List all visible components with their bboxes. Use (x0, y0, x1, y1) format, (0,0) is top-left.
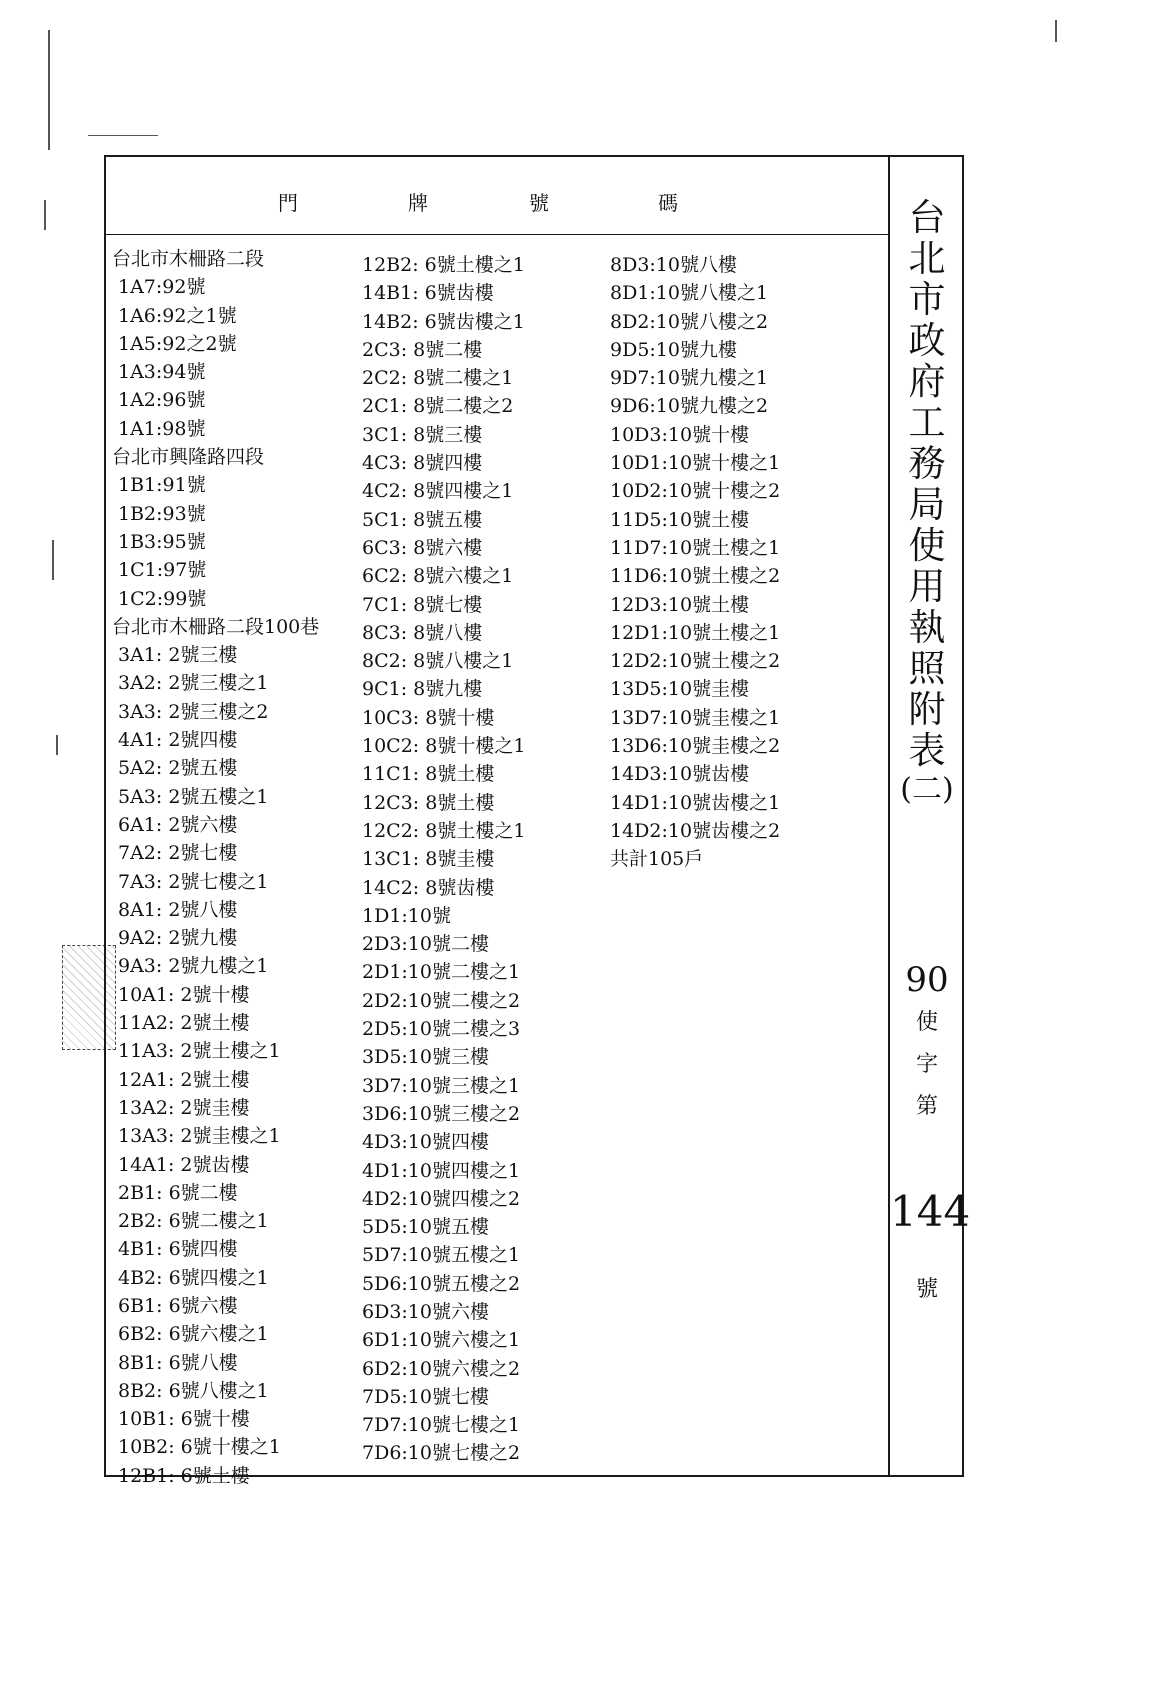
address-entry: 4C2: 8號四樓之1 (362, 480, 514, 503)
doc-year: 90 (905, 960, 949, 1000)
address-entry: 4A1: 2號四樓 (118, 729, 238, 752)
address-entry: 10D3:10號十樓 (610, 423, 750, 446)
header-char: 門 (278, 191, 298, 215)
address-entry: 11A3: 2號土樓之1 (118, 1040, 281, 1063)
address-entry: 14D3:10號齿樓 (610, 763, 750, 786)
address-entry: 13A2: 2號圭樓 (118, 1096, 250, 1119)
address-entry: 10B2: 6號十樓之1 (118, 1436, 281, 1459)
address-entry: 13D6:10號圭樓之2 (610, 735, 781, 758)
address-entry: 4B2: 6號四樓之1 (118, 1266, 269, 1289)
address-entry: 1C2:99號 (118, 587, 207, 610)
address-entry: 8D3:10號八樓 (610, 254, 737, 276)
side-title (890, 197, 964, 809)
header-char: 碼 (658, 191, 678, 215)
address-entry: 12C2: 8號土樓之1 (362, 819, 526, 842)
address-entry: 10C2: 8號十樓之1 (362, 735, 526, 758)
side-title-char: 執 (908, 606, 946, 649)
address-entry: 9A3: 2號九樓之1 (118, 955, 269, 978)
side-title-char: 府 (908, 360, 946, 403)
document-frame (104, 155, 971, 1487)
address-entry: 3A3: 2號三樓之2 (118, 700, 269, 723)
address-column-1 (112, 245, 319, 1490)
address-entry: 5C1: 8號五樓 (362, 508, 483, 531)
address-entry: 8D1:10號八樓之1 (610, 282, 769, 305)
address-entry: 7C1: 8號七樓 (362, 593, 483, 616)
address-entry: 3A2: 2號三樓之1 (118, 672, 269, 695)
address-entry: 13D7:10號圭樓之1 (610, 706, 781, 729)
address-entry: 14B2: 6號齿樓之1 (362, 310, 525, 333)
address-entry: 2B2: 6號二樓之1 (118, 1210, 269, 1233)
address-entry: 共計105戶 (610, 848, 704, 871)
address-entry: 7D7:10號七樓之1 (362, 1414, 521, 1437)
side-title-char: 市 (908, 278, 946, 321)
address-entry: 9D6:10號九樓之2 (610, 395, 769, 418)
address-entry: 10D2:10號十樓之2 (610, 480, 781, 503)
address-entry: 5D7:10號五樓之1 (362, 1244, 521, 1267)
address-entry: 5D6:10號五樓之2 (362, 1272, 521, 1295)
address-entry: 12B1: 6號土樓 (118, 1464, 250, 1487)
address-entry: 13D5:10號圭樓 (610, 678, 750, 701)
address-entry: 9A2: 2號九樓 (118, 927, 238, 950)
address-entry: 9D5:10號九樓 (610, 338, 737, 361)
side-title-char: (二) (900, 772, 954, 807)
street-name: 台北市木柵路二段 (112, 248, 265, 270)
address-entry: 11C1: 8號土樓 (362, 763, 495, 786)
address-entry: 9D7:10號九樓之1 (610, 367, 769, 390)
address-entry: 8C2: 8號八樓之1 (362, 650, 514, 673)
address-entry: 6B2: 6號六樓之1 (118, 1323, 269, 1346)
address-entry: 6C3: 8號六樓 (362, 536, 483, 559)
doc-suffix: 號 (915, 1277, 938, 1302)
address-entry: 7A2: 2號七樓 (118, 842, 238, 865)
address-entry: 8B1: 6號八樓 (118, 1351, 238, 1374)
header-char: 牌 (408, 191, 428, 215)
address-entry: 11D6:10號土樓之2 (610, 565, 781, 588)
side-title-char: 台 (908, 196, 946, 239)
address-entry: 3C1: 8號三樓 (362, 423, 483, 446)
address-entry: 1B2:93號 (118, 502, 206, 525)
address-entry: 10D1:10號十樓之1 (610, 452, 781, 475)
side-title-char: 北 (908, 237, 946, 280)
side-title-char: 工 (908, 401, 946, 444)
address-entry: 6D1:10號六樓之1 (362, 1329, 521, 1352)
address-entry: 2C3: 8號二樓 (362, 338, 483, 361)
address-entry: 13A3: 2號圭樓之1 (118, 1125, 281, 1148)
address-entry: 3D7:10號三樓之1 (362, 1074, 521, 1097)
address-entry: 7D6:10號七樓之2 (362, 1442, 521, 1465)
doc-number: 144 (890, 1187, 971, 1236)
side-title-char: 政 (908, 319, 946, 362)
side-title-char: 附 (908, 688, 946, 731)
address-entry: 9C1: 8號九樓 (362, 678, 483, 701)
address-entry: 14B1: 6號齿樓 (362, 282, 494, 305)
address-entry: 3D5:10號三樓 (362, 1046, 489, 1069)
address-entry: 8C3: 8號八樓 (362, 621, 483, 644)
address-entry: 1A6:92之1號 (118, 304, 237, 327)
doc-char: 第 (915, 1094, 938, 1119)
address-entry: 2D1:10號二樓之1 (362, 961, 521, 984)
address-entry: 11A2: 2號土樓 (118, 1012, 250, 1035)
address-entry: 2C1: 8號二樓之2 (362, 395, 514, 418)
side-title-char: 表 (908, 729, 946, 772)
address-entry: 14A1: 2號齿樓 (118, 1153, 250, 1176)
address-entry: 10B1: 6號十樓 (118, 1408, 250, 1431)
address-entry: 3D6:10號三樓之2 (362, 1102, 521, 1125)
address-entry: 11D5:10號土樓 (610, 508, 750, 531)
address-entry: 12D2:10號土樓之2 (610, 650, 781, 673)
scan-mark (1055, 20, 1057, 42)
scan-mark (48, 30, 50, 150)
address-entry: 14D1:10號齿樓之1 (610, 791, 781, 814)
address-entry: 6D3:10號六樓 (362, 1300, 489, 1323)
address-column-2 (356, 251, 525, 1468)
side-title-char: 務 (908, 442, 946, 485)
side-title-char: 使 (908, 524, 946, 567)
side-title-char: 用 (908, 565, 946, 608)
address-entry: 4C3: 8號四樓 (362, 452, 483, 475)
address-entry: 8A1: 2號八樓 (118, 898, 238, 921)
address-entry: 4B1: 6號四樓 (118, 1238, 238, 1261)
address-entry: 5D5:10號五樓 (362, 1216, 489, 1239)
scan-mark (52, 540, 54, 580)
address-entry: 10C3: 8號十樓 (362, 706, 495, 729)
header-char: 號 (529, 191, 549, 215)
scan-mark (56, 735, 58, 755)
address-entry: 4D1:10號四樓之1 (362, 1159, 521, 1182)
address-entry: 2D2:10號二樓之2 (362, 989, 521, 1012)
street-name: 台北市興隆路四段 (112, 446, 265, 469)
address-entry: 12B2: 6號土樓之1 (362, 254, 525, 276)
address-entry: 2D5:10號二樓之3 (362, 1018, 521, 1041)
address-entry: 12C3: 8號土樓 (362, 791, 495, 814)
address-entry: 1A1:98號 (118, 417, 206, 440)
doc-char: 字 (915, 1052, 938, 1077)
address-entry: 1A7:92號 (118, 276, 206, 299)
address-entry: 14C2: 8號齿樓 (362, 876, 495, 899)
address-entry: 14D2:10號齿樓之2 (610, 819, 781, 842)
address-column-3 (604, 251, 780, 874)
address-entry: 12D1:10號土樓之1 (610, 621, 781, 644)
address-entry: 1A5:92之2號 (118, 332, 237, 355)
address-entry: 8D2:10號八樓之2 (610, 310, 769, 333)
scan-mark (88, 135, 158, 136)
address-entry: 13C1: 8號圭樓 (362, 848, 495, 871)
address-entry: 4D3:10號四樓 (362, 1131, 489, 1154)
address-entry: 6B1: 6號六樓 (118, 1294, 238, 1317)
address-entry: 10A1: 2號十樓 (118, 983, 250, 1006)
address-entry: 1D1:10號 (362, 904, 451, 927)
address-entry: 6D2:10號六樓之2 (362, 1357, 521, 1380)
address-entry: 1C1:97號 (118, 559, 207, 582)
address-entry: 11D7:10號土樓之1 (610, 536, 781, 559)
address-entry: 12A1: 2號土樓 (118, 1068, 250, 1091)
address-entry: 1A2:96號 (118, 389, 206, 412)
address-entry: 6A1: 2號六樓 (118, 813, 238, 836)
side-title-char: 局 (908, 483, 946, 526)
address-entry: 7D5:10號七樓 (362, 1385, 489, 1408)
address-entry: 6C2: 8號六樓之1 (362, 565, 514, 588)
doc-char: 使 (915, 1010, 938, 1035)
address-entry: 1B1:91號 (118, 474, 206, 497)
address-entry: 5A3: 2號五樓之1 (118, 785, 269, 808)
scan-mark (44, 200, 46, 230)
street-name: 台北市木柵路二段100巷 (112, 615, 320, 638)
address-entry: 5A2: 2號五樓 (118, 757, 238, 780)
address-entry: 7A3: 2號七樓之1 (118, 870, 269, 893)
address-entry: 2C2: 8號二樓之1 (362, 367, 514, 390)
address-entry: 1B3:95號 (118, 530, 206, 553)
address-entry: 3A1: 2號三樓 (118, 644, 238, 667)
address-entry: 8B2: 6號八樓之1 (118, 1379, 269, 1402)
address-entry: 4D2:10號四樓之2 (362, 1187, 521, 1210)
address-entry: 12D3:10號土樓 (610, 593, 750, 616)
column-header (106, 157, 888, 235)
side-title-char: 照 (908, 647, 946, 690)
address-entry: 2B1: 6號二樓 (118, 1181, 238, 1204)
address-entry: 2D3:10號二樓 (362, 933, 489, 956)
address-entry: 1A3:94號 (118, 361, 206, 384)
